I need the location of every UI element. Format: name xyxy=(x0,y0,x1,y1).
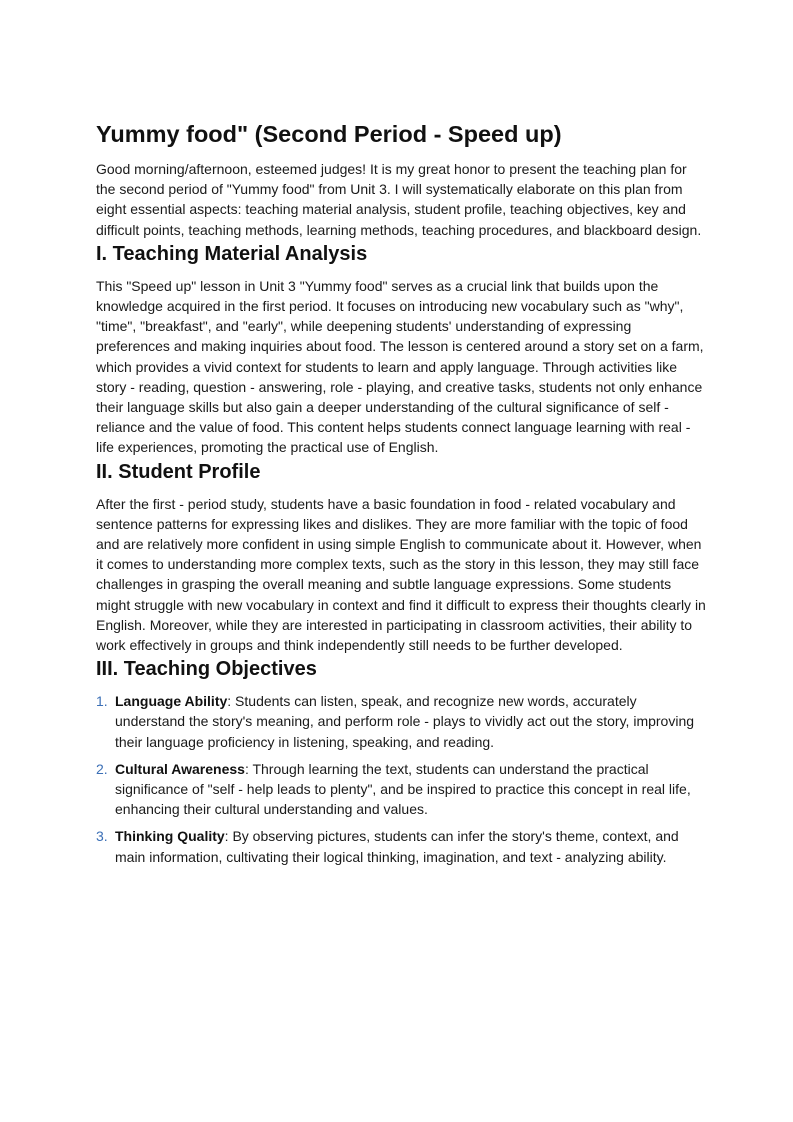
list-item-number: 2. xyxy=(96,760,108,777)
document-title: Yummy food" (Second Period - Speed up) xyxy=(96,121,562,147)
list-item-text: : By observing pictures, students can infer the story's theme, context, and main information, cultivating their logical thinking, imagination, and text - analyzing ability. xyxy=(115,828,679,865)
material-analysis-paragraph: This "Speed up" lesson in Unit 3 "Yummy food" serves as a crucial link that builds upon the knowledge acquired in the first period. It focuses on introducing new vocabulary such as "why", "time", "breakfast", and "early", while deepening students' understanding of expressing preferences and making inquiries about food. The lesson is centered around a story set on a farm, which provides a vivid context for students to learn and apply language. Through activities like story - reading, question - answering, role - playing, and creative tasks, students not only enhance their language skills but also gain a deeper understanding of the cultural significance of self - reliance and the value of food. This content helps students connect language learning with real - life experiences, promoting the practical use of English. xyxy=(96,277,704,456)
list-item-term: Language Ability xyxy=(115,693,228,710)
list-item-term: Cultural Awareness xyxy=(115,760,245,777)
list-item xyxy=(96,759,706,820)
section-heading-student-profile: II. Student Profile xyxy=(96,460,261,483)
document-page xyxy=(96,118,706,874)
list-item-term: Thinking Quality xyxy=(115,828,225,845)
list-item-number: 3. xyxy=(96,828,108,845)
list-item-number: 1. xyxy=(96,693,108,710)
section-heading-teaching-objectives: III. Teaching Objectives xyxy=(96,658,317,681)
student-profile-paragraph: After the first - period study, students have a basic foundation in food - related vocabulary and sentence patterns for expressing likes and dislikes. They are more familiar with the topic of food and are relatively more confident in using simple English to communicate about it. However, when it comes to understanding more complex texts, such as the story in this lesson, they may still face challenges in grasping the overall meaning and subtle language expressions. Some students might struggle with new vocabulary in context and find it difficult to express their thoughts clearly in English. Moreover, while they are interested in participating in classroom activities, their ability to work effectively in groups and think independently still needs to be further developed. xyxy=(96,495,706,654)
list-item xyxy=(96,826,706,866)
list-item-text: : Through learning the text, students can understand the practical significance of "self - help leads to plenty", and be inspired to practice this concept in real life, enhancing their cultural understanding and values. xyxy=(115,760,691,818)
list-item-text: : Students can listen, speak, and recognize new words, accurately understand the story's meaning, and perform role - plays to vividly act out the story, improving their language proficiency in listening, speaking, and reading. xyxy=(115,693,695,750)
objectives-list xyxy=(96,691,706,867)
section-heading-material-analysis: I. Teaching Material Analysis xyxy=(96,242,368,265)
intro-paragraph: Good morning/afternoon, esteemed judges! It is my great honor to present the teaching plan for the second period of "Yummy food" from Unit 3. I will systematically elaborate on this plan from eight essential aspects: teaching material analysis, student profile, teaching objectives, key and difficult points, teaching methods, learning methods, teaching procedures, and blackboard design. xyxy=(96,161,702,238)
list-item xyxy=(96,691,706,752)
